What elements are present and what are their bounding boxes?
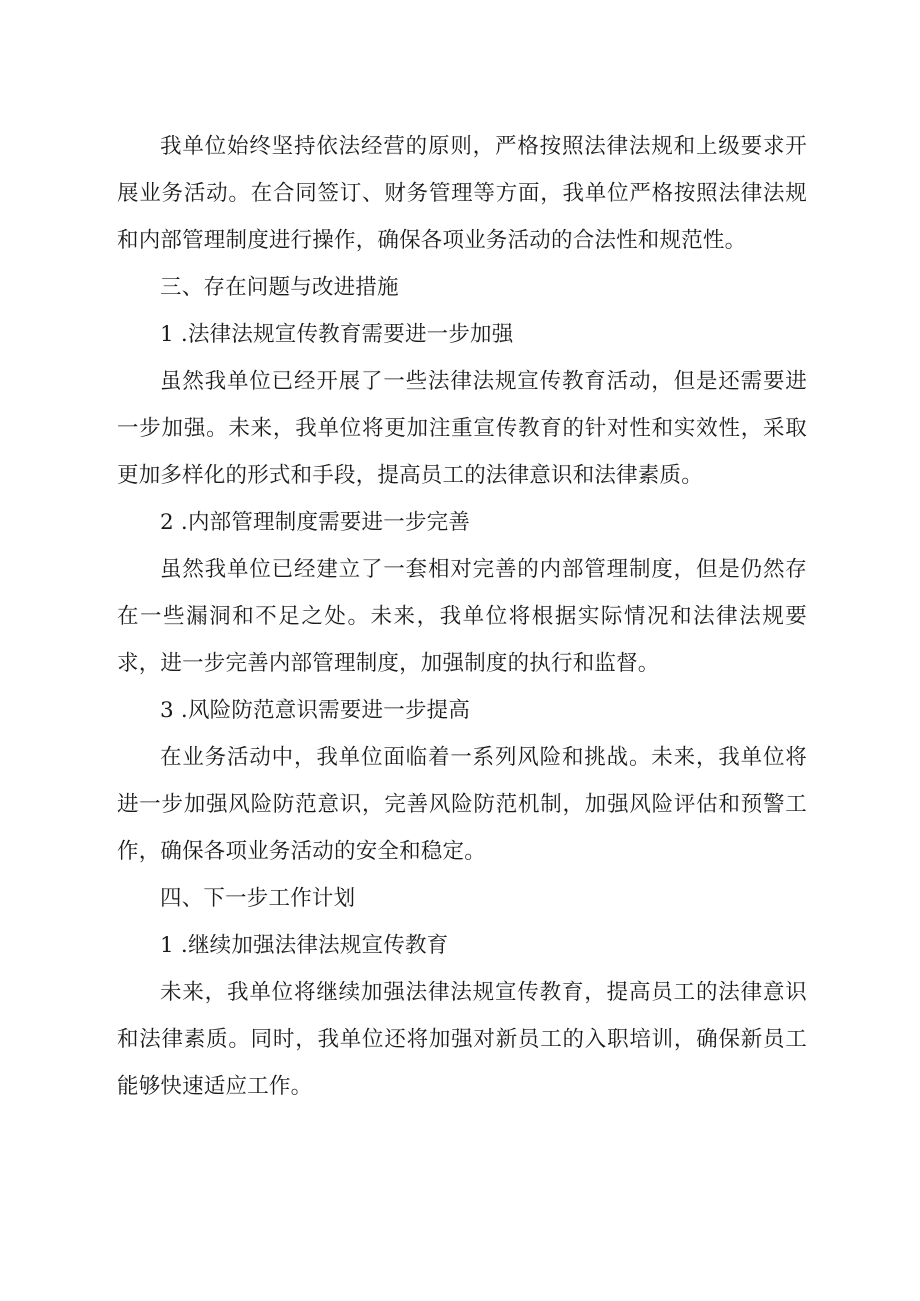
paragraph-continue-education: 未来，我单位将继续加强法律法规宣传教育，提高员工的法律意识和法律素质。同时，我单位还将加强对新员工的入职培训，确保新员工能够快速适应工作。 [117, 980, 807, 1099]
section-heading-next-steps: 四、下一步工作计划 [160, 886, 356, 911]
paragraph-legal-education: 虽然我单位已经开展了一些法律法规宣传教育活动，但是还需要进一步加强。未来，我单位将更加注重宣传教育的针对性和实效性，采取更加多样化的形式和手段，提高员工的法律意识和法律素质。 [117, 369, 807, 488]
paragraph-legal-operation: 我单位始终坚持依法经营的原则，严格按照法律法规和上级要求开展业务活动。在合同签订、财务管理等方面，我单位严格按照法律法规和内部管理制度进行操作，确保各项业务活动的合法性和规范性。 [117, 134, 807, 253]
section-heading-problems: 三、存在问题与改进措施 [160, 275, 399, 300]
subheading-internal-management: 2 .内部管理制度需要进一步完善 [160, 510, 471, 535]
subheading-continue-education: 1 .继续加强法律法规宣传教育 [160, 933, 449, 958]
paragraph-risk-awareness: 在业务活动中，我单位面临着一系列风险和挑战。未来，我单位将进一步加强风险防范意识，完善风险防范机制，加强风险评估和预警工作，确保各项业务活动的安全和稳定。 [117, 745, 807, 864]
subheading-risk-awareness: 3 .风险防范意识需要进一步提高 [160, 698, 471, 723]
paragraph-internal-management: 虽然我单位已经建立了一套相对完善的内部管理制度，但是仍然存在一些漏洞和不足之处。未来，我单位将根据实际情况和法律法规要求，进一步完善内部管理制度，加强制度的执行和监督。 [117, 557, 807, 676]
document-body [117, 123, 807, 1110]
subheading-legal-education: 1 .法律法规宣传教育需要进一步加强 [160, 322, 514, 347]
